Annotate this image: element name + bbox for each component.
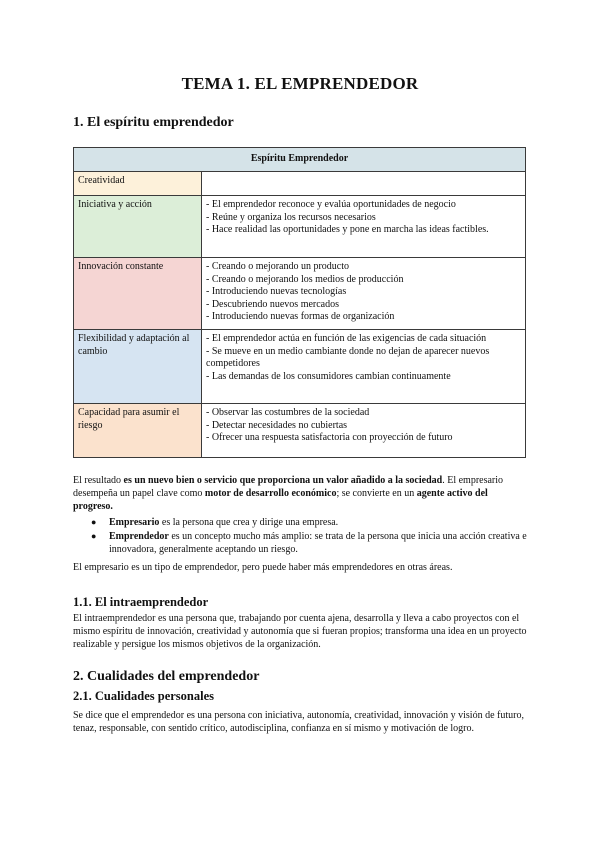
- row-value: [202, 258, 526, 330]
- row-item: - Hace realidad las oportunidades y pone en marcha las ideas factibles.: [206, 224, 489, 236]
- row-item: - Creando o mejorando un producto: [206, 261, 350, 272]
- table-row: [74, 258, 526, 330]
- row-value: [202, 330, 526, 404]
- bullet-item-empresario: [91, 516, 528, 529]
- section-1-heading: 1. El espíritu emprendedor: [73, 115, 234, 130]
- row-key: Innovación constante: [74, 258, 202, 330]
- row-key: Iniciativa y acción: [74, 196, 202, 258]
- row-item: - Las demandas de los consumidores cambian continuamente: [206, 370, 451, 382]
- row-item: - El emprendedor actúa en función de las exigencias de cada situación: [206, 333, 487, 344]
- bold-run: agente activo del progreso.: [73, 488, 488, 513]
- row-value: [202, 172, 526, 196]
- row-item: - Reúne y organiza los recursos necesarios: [206, 211, 376, 223]
- table-header: Espíritu Emprendedor: [74, 148, 526, 172]
- row-item: - Detectar necesidades no cubiertas: [206, 419, 348, 431]
- text-run: El resultado: [73, 475, 124, 486]
- section-1-1-heading: 1.1. El intraemprendedor: [73, 595, 209, 609]
- entrepreneur-table: [73, 147, 526, 458]
- table-row: [74, 172, 526, 196]
- row-item: - Observar las costumbres de la sociedad: [206, 407, 370, 418]
- text-run: ; se convierte en un: [336, 488, 417, 500]
- row-value: [202, 196, 526, 258]
- row-item: - Introduciendo nuevas formas de organización: [206, 311, 395, 323]
- bold-run: motor de desarrollo económico: [204, 488, 337, 500]
- row-value: [202, 404, 526, 458]
- row-item: - Creando o mejorando los medios de producción: [206, 273, 404, 285]
- row-key: Creatividad: [74, 172, 202, 196]
- bullet-icon: ●: [91, 517, 97, 527]
- table-row: [74, 330, 526, 404]
- row-key: Flexibilidad y adaptación al cambio: [74, 330, 202, 404]
- bullet-text: es la persona que crea y dirige una empresa.: [159, 517, 339, 528]
- section-2-1-heading: 2.1. Cualidades personales: [73, 689, 214, 703]
- result-paragraph: [73, 474, 528, 514]
- empresario-paragraph: El empresario es un tipo de emprendedor, pero puede haber más emprendedores en otras áreas.: [73, 562, 453, 573]
- row-item: - El emprendedor reconoce y evalúa oportunidades de negocio: [206, 199, 456, 210]
- row-item: - Introduciendo nuevas tecnologías: [206, 286, 347, 298]
- table-row: [74, 404, 526, 458]
- bullet-term: Empresario: [109, 517, 160, 528]
- row-item: - Descubriendo nuevos mercados: [206, 298, 340, 310]
- row-item: - Ofrecer una respuesta satisfactoria con proyección de futuro: [206, 432, 453, 444]
- row-item: - Se mueve en un medio cambiante donde no dejan de aparecer nuevos competidores: [206, 345, 490, 370]
- table-row: [74, 196, 526, 258]
- section-2-heading: 2. Cualidades del emprendedor: [73, 669, 260, 684]
- cualidades-paragraph: Se dice que el emprendedor es una persona con iniciativa, autonomía, creatividad, innovación y visión de futuro, tenaz, responsable, con sentido crítico, autodisciplina, confianza en sí mismo y motivación de logro.: [73, 710, 524, 735]
- page-title: TEMA 1. EL EMPRENDEDOR: [181, 74, 419, 93]
- row-key: Capacidad para asumir el riesgo: [74, 404, 202, 458]
- bullet-item-emprendedor: [91, 530, 528, 556]
- intraemprendedor-paragraph: El intraemprendedor es una persona que, trabajando por cuenta ajena, desarrolla y lleva a cabo proyectos con el mismo espíritu de innovación, creatividad y autonomía que si fueran propios; transforma una idea en un proyecto realizable y persigue los mismos objetivos de la organización.: [73, 613, 527, 651]
- bullet-term: Emprendedor: [109, 531, 169, 542]
- bullet-icon: ●: [91, 531, 97, 541]
- bullet-text: es un concepto mucho más amplio: se trata de la persona que inicia una acción creativa e innovadora, generalmente aceptando un riesgo.: [109, 531, 527, 556]
- bold-run: es un nuevo bien o servicio que proporciona un valor añadido a la sociedad: [123, 475, 443, 486]
- text-run: . El empresario desempeña un papel clave como: [73, 475, 504, 500]
